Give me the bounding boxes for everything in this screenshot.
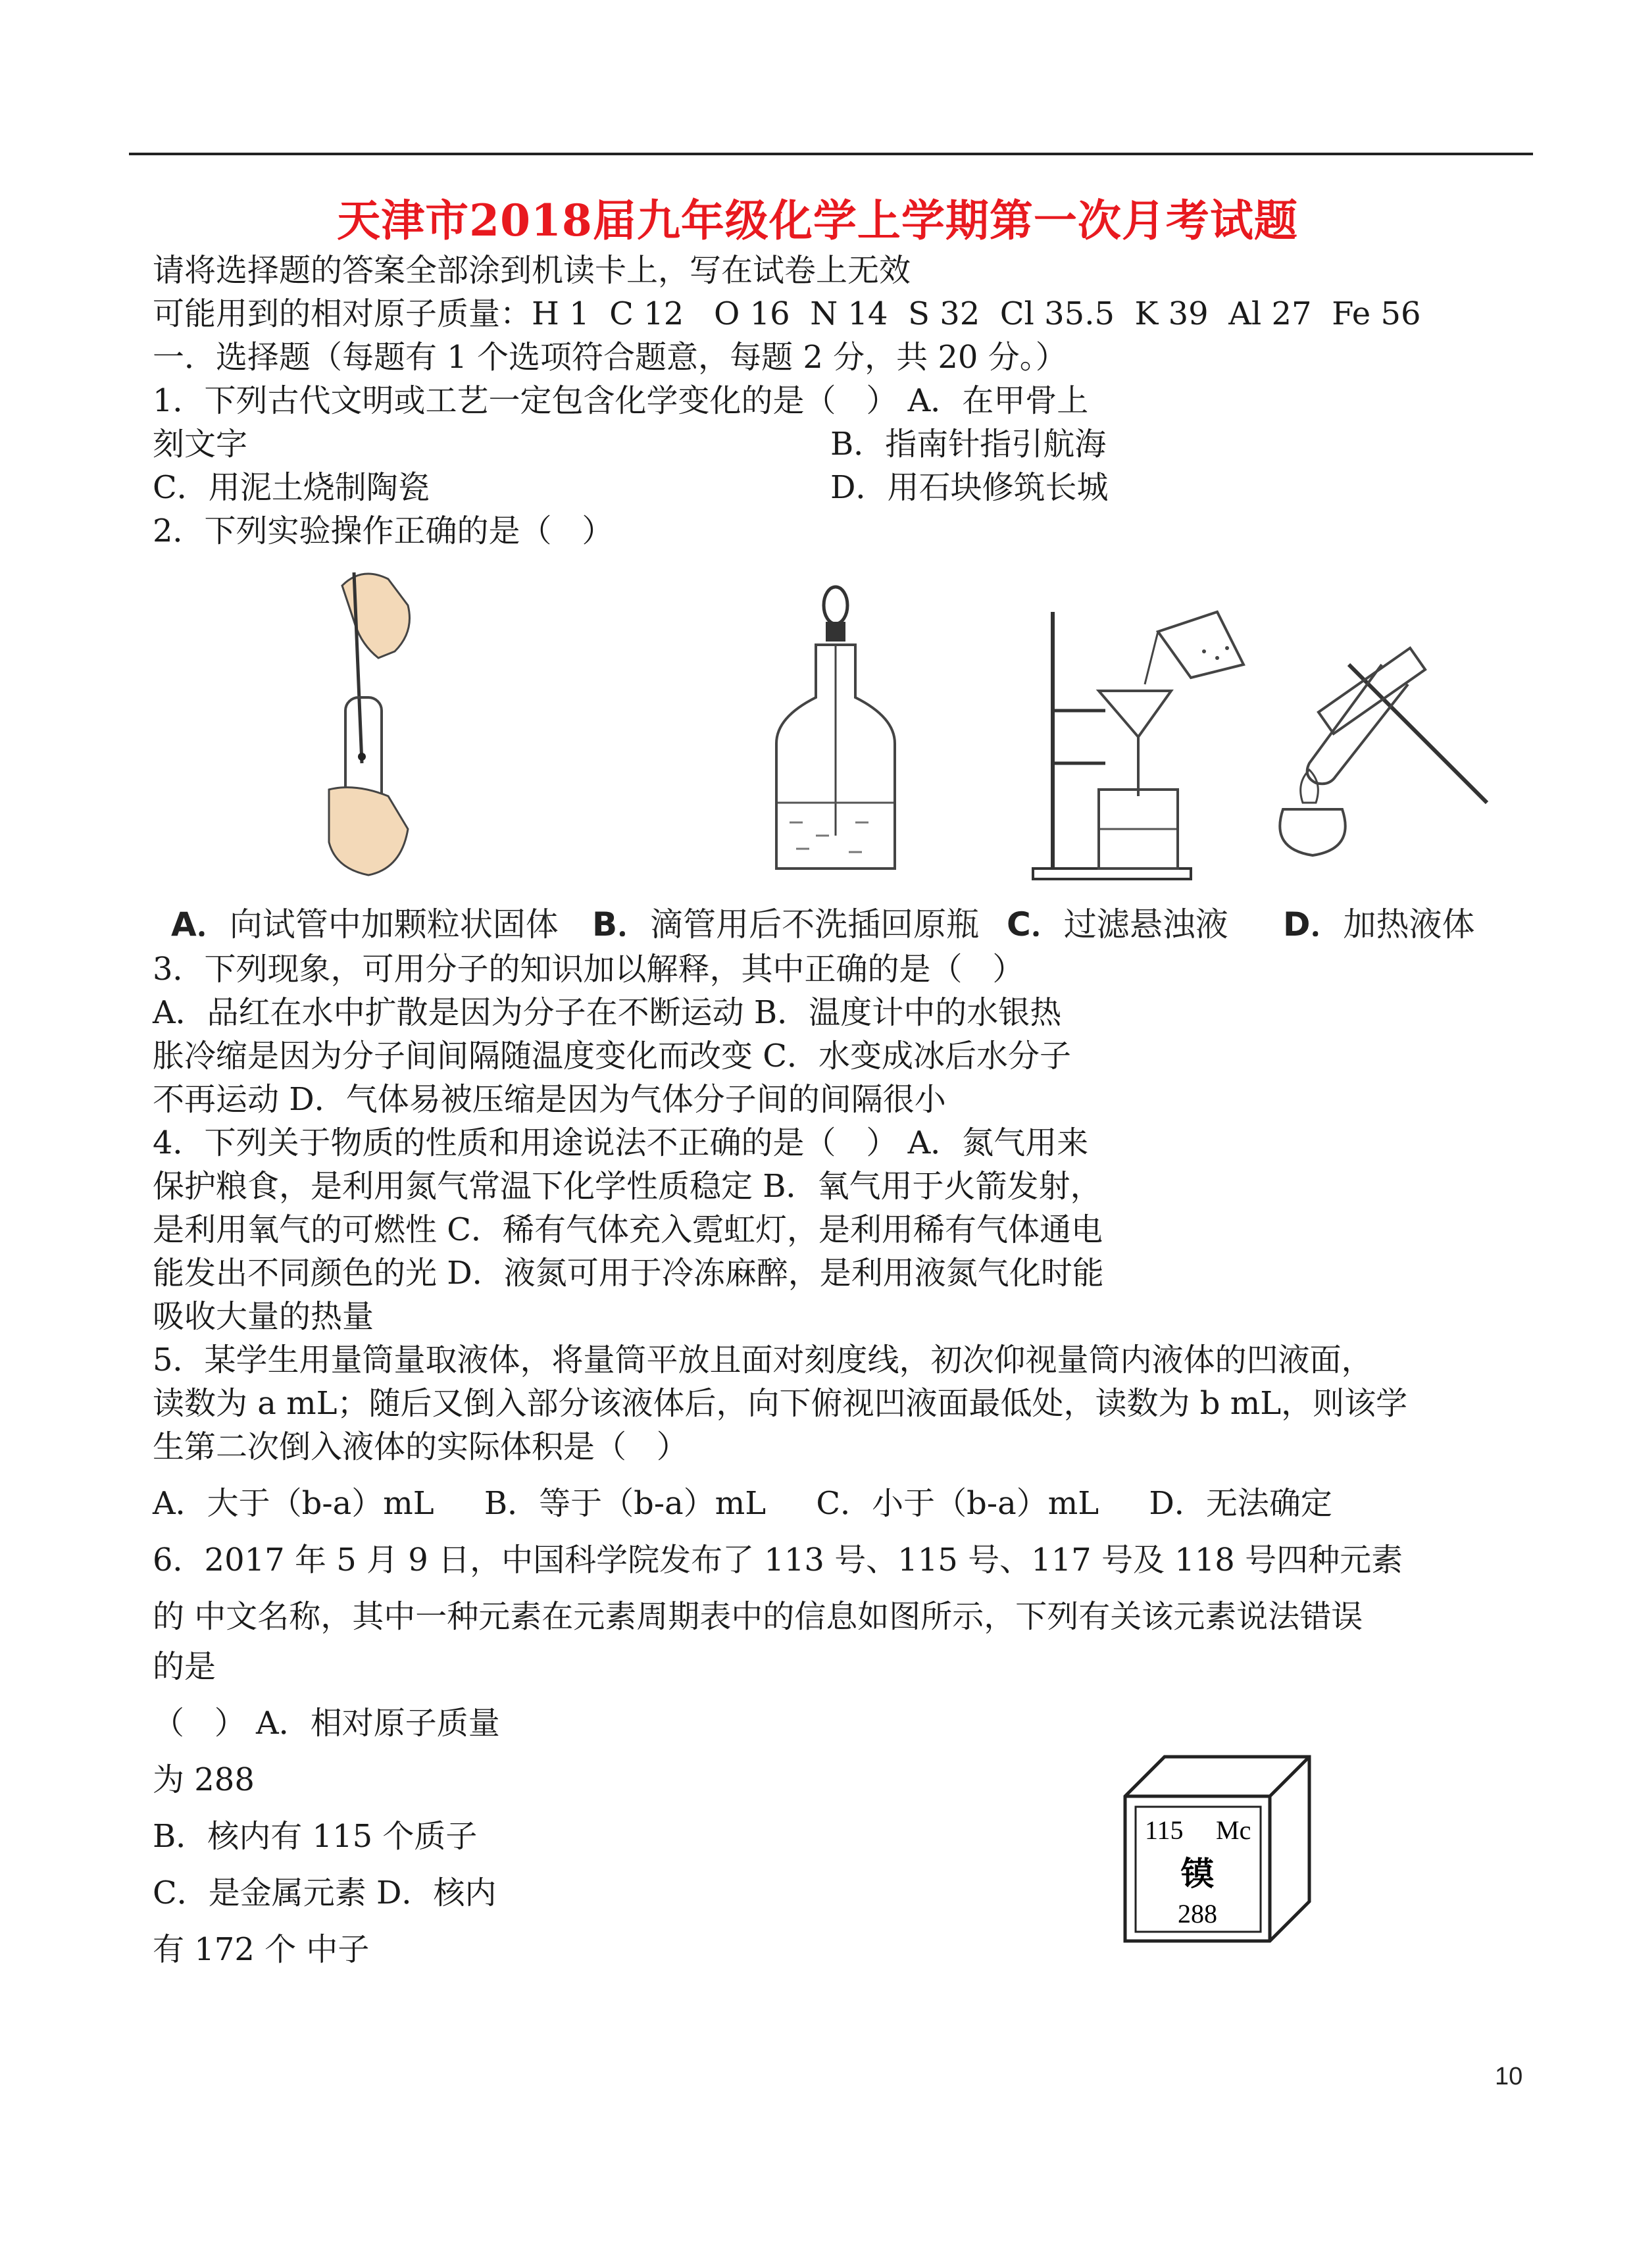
q1-option-b: B．指南针指引航海 xyxy=(830,426,1107,463)
q1-stem: 1．下列古代文明或工艺一定包含化学变化的是（ ） A．在甲骨上 xyxy=(153,382,1089,419)
q2-stem: 2．下列实验操作正确的是（ ） xyxy=(153,513,614,549)
q6-line: 为 288 xyxy=(153,1761,255,1798)
q5-options: A．大于（b-a）mL B．等于（b-a）mL C．小于（b-a）mL D．无法确定 xyxy=(153,1485,1332,1522)
q5-line: 生第二次倒入液体的实际体积是（ ） xyxy=(153,1428,688,1465)
element-name: 镆 xyxy=(1181,1855,1214,1893)
q4-line: 吸收大量的热量 xyxy=(153,1298,374,1335)
notice: 请将选择题的答案全部涂到机读卡上，写在试卷上无效 xyxy=(153,252,911,289)
q6-line: B．核内有 115 个质子 xyxy=(153,1818,478,1855)
element-cell-figure xyxy=(1119,1750,1316,1948)
caption-a: A．向试管中加颗粒状固体 xyxy=(171,905,559,944)
q6-line: 6．2017 年 5 月 9 日，中国科学院发布了 113 号、115 号、117 号及 118 号四种元素 xyxy=(153,1542,1403,1578)
q1-option-d: D．用石块修筑长城 xyxy=(830,469,1109,506)
caption-d: D．加热液体 xyxy=(1283,905,1475,944)
q6-line: （ ） A．相对原子质量 xyxy=(153,1705,500,1742)
q6-line: 有 172 个 中子 xyxy=(153,1931,370,1968)
q3-line: 不再运动 D．气体易被压缩是因为气体分子间的间隔很小 xyxy=(153,1081,946,1118)
q4-line: 能发出不同颜色的光 D．液氮可用于冷冻麻醉，是利用液氮气化时能 xyxy=(153,1255,1104,1292)
figure-a-test-tube xyxy=(316,566,447,882)
q5-line: 读数为 a mL；随后又倒入部分该液体后，向下俯视凹液面最低处，读数为 b mL，则该学 xyxy=(153,1385,1408,1422)
page-title: 天津市2018届九年级化学上学期第一次月考试题 xyxy=(337,195,1298,246)
q3-line: 3．下列现象，可用分子的知识加以解释，其中正确的是（ ） xyxy=(153,951,1024,988)
q6-line: 的 中文名称，其中一种元素在元素周期表中的信息如图所示，下列有关该元素说法错误 xyxy=(153,1598,1363,1635)
q6-line: C．是金属元素 D．核内 xyxy=(153,1875,497,1911)
q4-line: 4．下列关于物质的性质和用途说法不正确的是（ ） A．氮气用来 xyxy=(153,1124,1089,1161)
page-number: 10 xyxy=(1495,2063,1523,2090)
header-rule xyxy=(129,153,1533,155)
element-symbol: Mc xyxy=(1216,1815,1251,1845)
q6-line: 的是 xyxy=(153,1648,216,1685)
figure-b-dropper-bottle xyxy=(763,586,908,875)
figure-d-heating xyxy=(1270,651,1494,862)
q1-stem-cont: 刻文字 xyxy=(153,426,248,463)
atomic-masses: 可能用到的相对原子质量：H 1 C 12 O 16 N 14 S 32 Cl 35.5 K 39 Al 27 Fe 56 xyxy=(153,295,1421,332)
q3-line: A．品红在水中扩散是因为分子在不断运动 B．温度计中的水银热 xyxy=(153,994,1062,1031)
figure-c-filtration xyxy=(1026,592,1250,882)
q3-line: 胀冷缩是因为分子间间隔随温度变化而改变 C．水变成冰后水分子 xyxy=(153,1038,1071,1074)
q4-line: 保护粮食，是利用氮气常温下化学性质稳定 B．氧气用于火箭发射， xyxy=(153,1168,1102,1205)
section-heading: 一．选择题（每题有 1 个选项符合题意，每题 2 分，共 20 分。） xyxy=(153,339,1067,376)
caption-b: B．滴管用后不洗插回原瓶 xyxy=(592,905,980,944)
q5-line: 5．某学生用量筒量取液体，将量筒平放且面对刻度线，初次仰视量筒内液体的凹液面， xyxy=(153,1342,1373,1378)
q1-option-c: C．用泥土烧制陶瓷 xyxy=(153,469,430,506)
q4-line: 是利用氧气的可燃性 C．稀有气体充入霓虹灯，是利用稀有气体通电 xyxy=(153,1211,1103,1248)
caption-c: C．过滤悬浊液 xyxy=(1007,905,1228,944)
element-number: 115 xyxy=(1145,1815,1184,1845)
element-mass: 288 xyxy=(1178,1899,1217,1928)
